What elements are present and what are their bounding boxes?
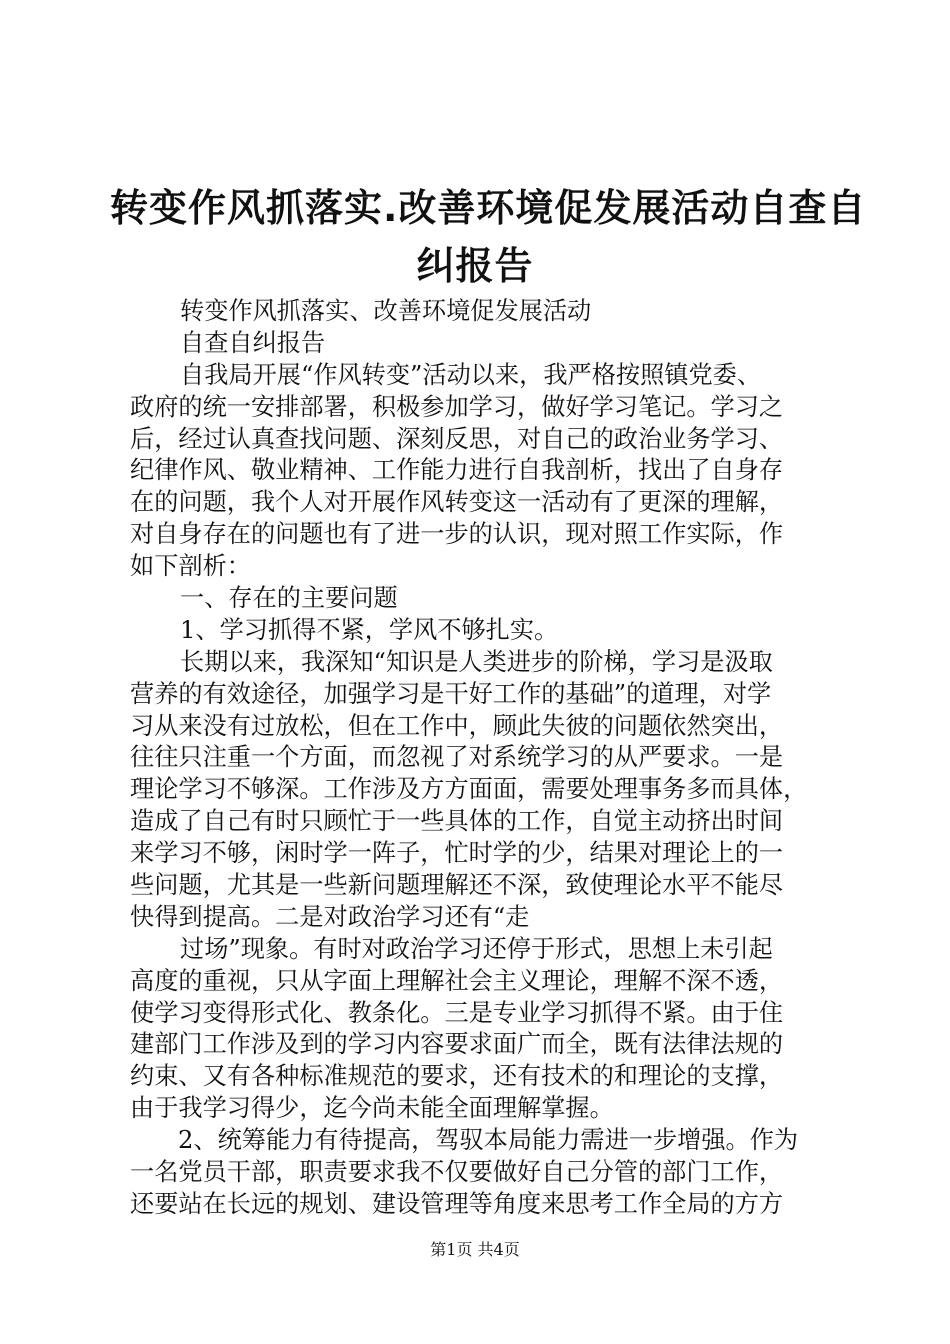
- paragraph-line: 纪律作风、敬业精神、工作能力进行自我剖析，找出了自身存: [130, 456, 784, 485]
- subsection-heading: 1、学习抓得不紧，学风不够扎实。: [180, 615, 559, 644]
- paragraph-line: 理论学习不够深。工作涉及方方面面，需要处理事务多而具体，: [130, 775, 808, 804]
- document-body: [130, 296, 830, 1221]
- paragraph-line: 建部门工作涉及到的学习内容要求面广而全，既有法律法规的: [130, 1030, 784, 1059]
- paragraph-line: 过场”现象。有时对政治学习还停于形式，思想上未引起: [180, 934, 773, 963]
- paragraph-line: 自我局开展“作风转变”活动以来，我严格按照镇党委、: [180, 360, 762, 389]
- section-heading: 一、存在的主要问题: [180, 584, 398, 613]
- document-title-line-1: 转变作风抓落实.改善环境促发展活动自查自: [110, 186, 867, 230]
- paragraph-line: 约束、又有各种标准规范的要求，还有技术的和理论的支撑，: [130, 1062, 784, 1091]
- paragraph-line: 快得到提高。二是对政治学习还有“走: [130, 902, 530, 931]
- subtitle-line: 转变作风抓落实、改善环境促发展活动: [180, 297, 592, 325]
- subtitle-line: 自查自纠报告: [180, 328, 326, 357]
- paragraph-line: 来学习不够，闲时学一阵子，忙时学的少，结果对理论上的一: [130, 839, 784, 868]
- paragraph-line: 长期以来，我深知“知识是人类进步的阶梯，学习是汲取: [180, 647, 773, 676]
- paragraph-line: 在的问题，我个人对开展作风转变这一活动有了更深的理解，: [130, 488, 784, 517]
- document-title-line-2: 纠报告: [416, 244, 534, 288]
- paragraph-line: 如下剖析：: [130, 552, 251, 581]
- paragraph-line: 后，经过认真查找问题、深刻反思，对自己的政治业务学习、: [130, 424, 784, 453]
- paragraph-line: 对自身存在的问题也有了进一步的认识，现对照工作实际，作: [130, 520, 784, 549]
- paragraph-line: 造成了自己有时只顾忙于一些具体的工作，自觉主动挤出时间: [130, 807, 784, 836]
- paragraph-line: 营养的有效途径，加强学习是干好工作的基础”的道理，对学: [130, 679, 772, 708]
- paragraph-line: 政府的统一安排部署，积极参加学习，做好学习笔记。学习之: [130, 392, 784, 421]
- paragraph-line: 还要站在长远的规划、建设管理等角度来思考工作全局的方方: [130, 1189, 784, 1218]
- paragraph-line: 习从来没有过放松，但在工作中，顾此失彼的问题依然突出，: [130, 711, 784, 740]
- paragraph-line: 往往只注重一个方面，而忽视了对系统学习的从严要求。一是: [130, 743, 784, 772]
- paragraph-line: 使学习变得形式化、教条化。三是专业学习抓得不紧。由于住: [130, 998, 784, 1027]
- paragraph-line: 由于我学习得少，迄今尚未能全面理解掌握。: [130, 1094, 614, 1123]
- paragraph-line: 高度的重视，只从字面上理解社会主义理论，理解不深不透，: [130, 966, 784, 995]
- subsection-heading: 2、统筹能力有待提高，驾驭本局能力需进一步增强。作为: [178, 1126, 799, 1155]
- paragraph-line: 些问题，尤其是一些新问题理解还不深，致使理论水平不能尽: [130, 871, 784, 900]
- paragraph-line: 一名党员干部，职责要求我不仅要做好自己分管的部门工作，: [130, 1158, 784, 1187]
- page-footer: 第1页 共4页: [430, 1240, 520, 1259]
